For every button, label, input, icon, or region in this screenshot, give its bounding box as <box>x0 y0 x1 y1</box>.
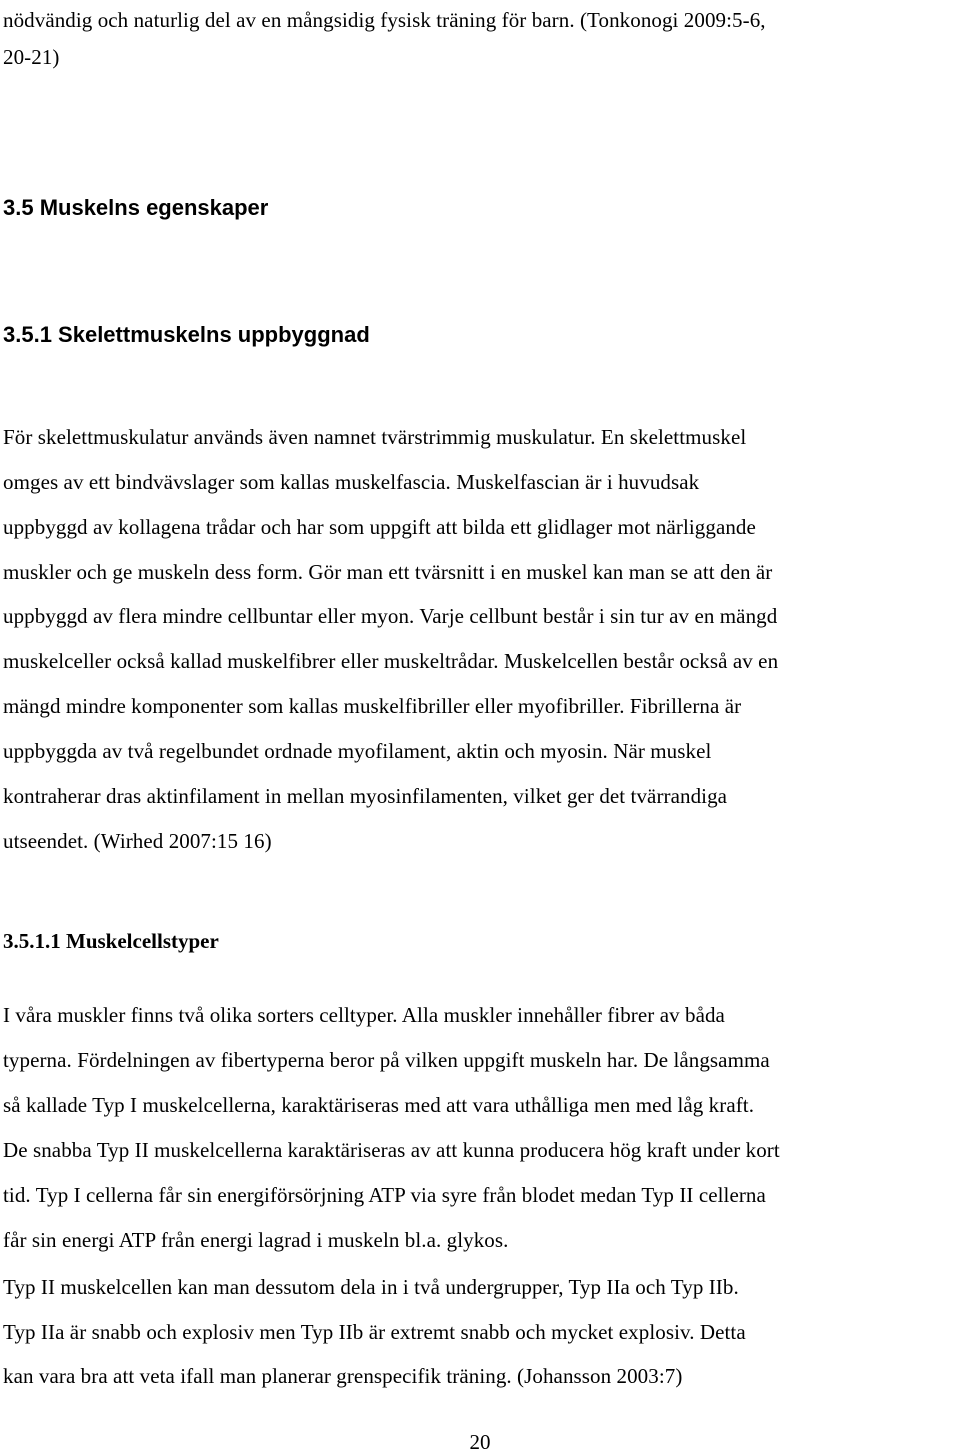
paragraph-line: Typ IIa är snabb och explosiv men Typ IIb är extremt snabb och mycket explosiv. Detta <box>3 1320 746 1344</box>
paragraph-line: muskelceller också kallad muskelfibrer eller muskeltrådar. Muskelcellen består också av en <box>3 649 779 673</box>
paragraph-line: omges av ett bindvävslager som kallas muskelfascia. Muskelfascian är i huvudsak <box>3 470 700 494</box>
paragraph-line: kan vara bra att veta ifall man planerar grenspecifik träning. (Johansson 2003:7) <box>3 1364 683 1388</box>
paragraph-line: Typ II muskelcellen kan man dessutom dela in i två undergrupper, Typ IIa och Typ IIb. <box>3 1275 739 1299</box>
paragraph-line: utseendet. (Wirhed 2007:15 16) <box>3 829 272 853</box>
paragraph-line: uppbyggda av två regelbundet ordnade myofilament, aktin och myosin. När muskel <box>3 739 712 763</box>
paragraph-line: De snabba Typ II muskelcellerna karaktäriseras av att kunna producera hög kraft under kort <box>3 1138 780 1162</box>
paragraph-line: uppbyggd av kollagena trådar och har som uppgift att bilda ett glidlager mot närliggande <box>3 515 756 539</box>
paragraph-line: mängd mindre komponenter som kallas muskelfibriller eller myofibriller. Fibrillerna är <box>3 694 742 718</box>
paragraph-line: uppbyggd av flera mindre cellbuntar eller myon. Varje cellbunt består i sin tur av en mängd <box>3 604 778 628</box>
paragraph-line: För skelettmuskulatur används även namnet tvärstrimmig muskulatur. En skelettmuskel <box>3 425 747 449</box>
paragraph-line: typerna. Fördelningen av fibertyperna beror på vilken uppgift muskeln har. De långsamma <box>3 1048 770 1072</box>
paragraph-line: muskler och ge muskeln dess form. Gör man ett tvärsnitt i en muskel kan man se att den är <box>3 560 773 584</box>
section-heading: 3.5 Muskelns egenskaper <box>3 195 269 220</box>
paragraph-line: kontraherar dras aktinfilament in mellan myosinfilamenten, vilket ger det tvärrandiga <box>3 784 728 808</box>
intro-line: nödvändig och naturlig del av en mångsidig fysisk träning för barn. (Tonkonogi 2009:5-6, <box>3 8 766 32</box>
paragraph-line: tid. Typ I cellerna får sin energiförsörjning ATP via syre från blodet medan Typ II cellerna <box>3 1183 766 1207</box>
paragraph-line: så kallade Typ I muskelcellerna, karaktäriseras med att vara uthålliga men med låg kraft. <box>3 1093 755 1117</box>
paragraph-line: I våra muskler finns två olika sorters celltyper. Alla muskler innehåller fibrer av båda <box>3 1003 725 1027</box>
intro-line: 20-21) <box>3 45 60 69</box>
paragraph-line: får sin energi ATP från energi lagrad i muskeln bl.a. glykos. <box>3 1228 509 1252</box>
subsection-heading: 3.5.1 Skelettmuskelns uppbyggnad <box>3 322 370 347</box>
subsubsection-heading: 3.5.1.1 Muskelcellstyper <box>3 929 219 953</box>
page-number: 20 <box>469 1430 491 1454</box>
